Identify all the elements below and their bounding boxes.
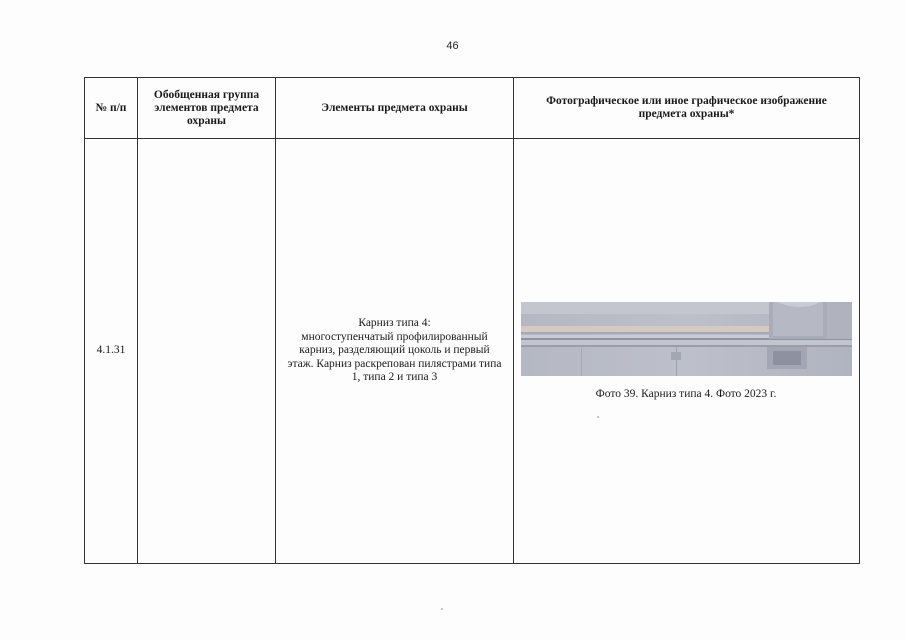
header-photo: Фотографическое или иное графическое изображение предмета охраны*	[546, 95, 827, 120]
cornice-photo	[521, 302, 852, 376]
row-num: 4.1.31	[96, 344, 126, 357]
row-group	[138, 139, 275, 563]
cornice-photo-image	[521, 302, 852, 376]
page-number: 46	[446, 40, 459, 52]
photo-caption: Фото 39. Карниз типа 4. Фото 2023 г.	[595, 388, 777, 400]
scan-speck	[597, 416, 599, 418]
elements-title: Карниз типа 4:	[358, 317, 431, 330]
header-group: Обобщенная группа элементов предмета охраны	[153, 88, 260, 127]
header-num: № п/п	[95, 101, 127, 114]
scan-speck	[441, 608, 443, 610]
elements-description: многоступенчатый профилированный карниз, разделяющий цоколь и первый этаж. Карниз раскрепован пилястрами типа 1, типа 2 и типа 3	[287, 330, 502, 384]
column-divider	[513, 78, 514, 563]
header-elements: Элементы предмета охраны	[321, 101, 468, 114]
row-elements	[276, 139, 513, 563]
heritage-elements-table	[84, 77, 860, 564]
